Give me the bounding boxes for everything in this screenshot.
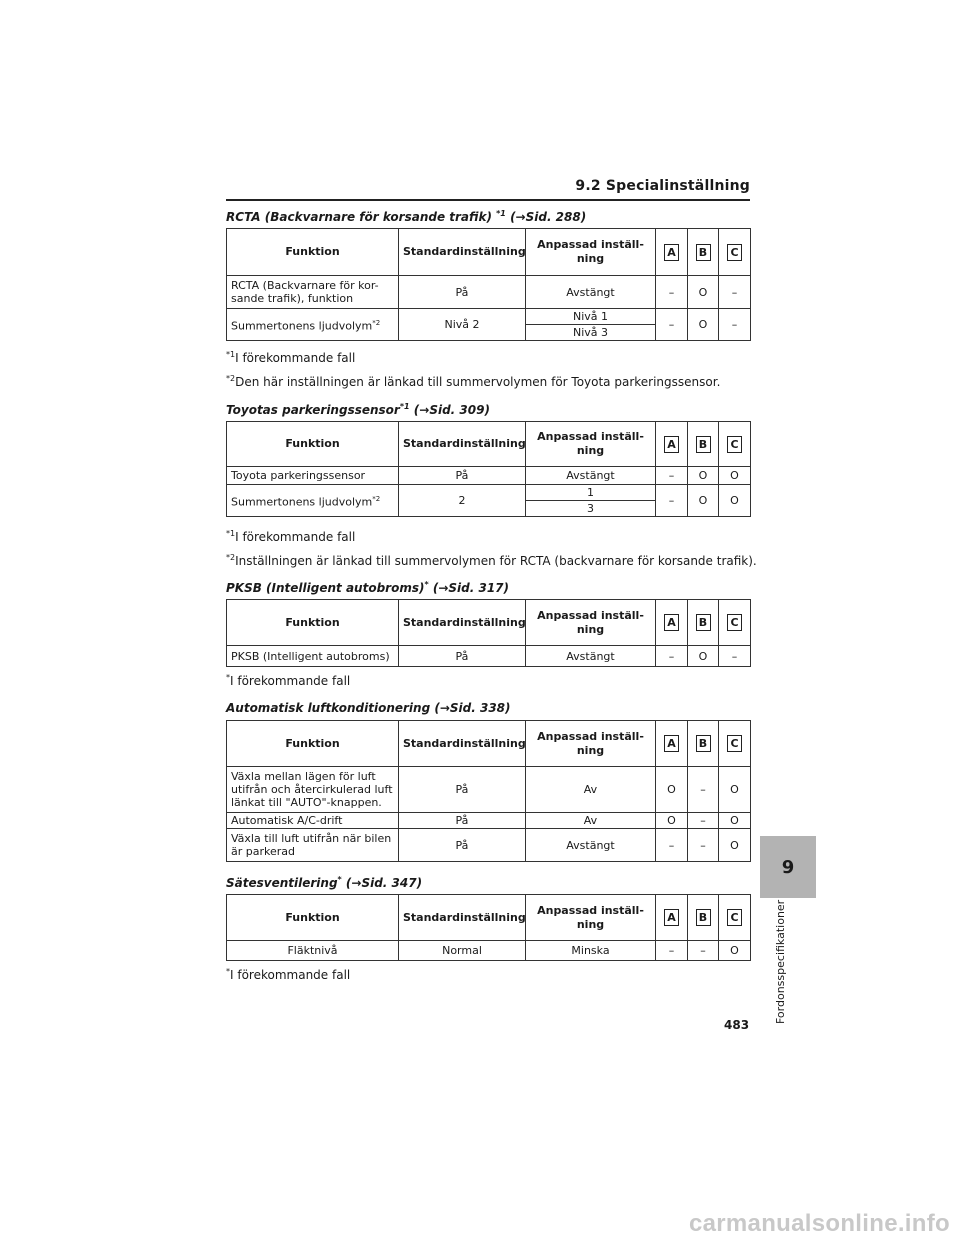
table-row (227, 467, 751, 485)
col-a (656, 600, 688, 646)
table-row (227, 485, 751, 501)
col-standard: Standardinställning (399, 721, 526, 767)
cell-custom: 1 (526, 485, 656, 501)
rcta-title-text: RCTA (Backvarnare för korsande trafik) (226, 210, 492, 224)
cell-custom: Nivå 3 (526, 325, 656, 341)
cell-b: – (688, 941, 719, 961)
col-a (656, 229, 688, 276)
cell-function (227, 485, 399, 517)
cell-custom: Avstängt (526, 646, 656, 667)
seat-table (226, 894, 751, 961)
page-number: 483 (724, 1018, 750, 1032)
c-icon: C (727, 614, 742, 631)
cell-b: O (688, 467, 719, 485)
cell-standard: På (399, 829, 526, 862)
note-sup: *2 (226, 374, 236, 383)
cell-function: Växla mellan lägen för luft utifrån och återcirkulerad luft länkat till "AUTO"-knappen. (227, 767, 399, 813)
cell-custom: Av (526, 813, 656, 829)
table-row (227, 813, 751, 829)
note-text: Den här inställningen är länkad till summervolymen för Toyota parkeringssensor. (235, 375, 721, 389)
col-c (719, 600, 751, 646)
header-divider (226, 199, 750, 201)
section-header: 9.2 Specialinställning (575, 178, 750, 194)
cell-custom: Nivå 1 (526, 309, 656, 325)
cell-standard: Normal (399, 941, 526, 961)
b-icon: B (696, 735, 711, 752)
a-icon: A (664, 735, 679, 752)
note-text: I förekommande fall (235, 351, 356, 365)
a-icon: A (664, 909, 679, 926)
cell-a: O (656, 813, 688, 829)
cell-a: – (656, 829, 688, 862)
note-text: I förekommande fall (230, 968, 351, 982)
parking-note-1 (226, 529, 355, 544)
cell-a: – (656, 276, 688, 309)
c-icon: C (727, 244, 742, 261)
col-a (656, 721, 688, 767)
c-icon: C (727, 735, 742, 752)
cell-a: – (656, 646, 688, 667)
table-row (227, 829, 751, 862)
col-anpassad: Anpassad inställ-ning (526, 895, 656, 941)
cell-function: Fläktnivå (227, 941, 399, 961)
b-icon: B (696, 614, 711, 631)
function-text: Summertonens ljudvolym (231, 495, 373, 509)
aircon-table (226, 720, 751, 862)
col-standard: Standardinställning (399, 600, 526, 646)
cell-standard: På (399, 813, 526, 829)
col-standard: Standardinställning (399, 422, 526, 467)
col-c (719, 422, 751, 467)
table-row (227, 309, 751, 325)
parking-page-ref[interactable]: (→Sid. 309) (413, 403, 490, 417)
aircon-title-text: Automatisk luftkonditionering (226, 701, 431, 715)
cell-custom: 3 (526, 501, 656, 517)
seat-section-title (226, 875, 422, 890)
note-text: I förekommande fall (235, 530, 356, 544)
table-header-row (227, 600, 751, 646)
cell-custom: Avstängt (526, 276, 656, 309)
seat-note (226, 967, 350, 982)
rcta-table (226, 228, 751, 341)
cell-b: O (688, 276, 719, 309)
col-anpassad: Anpassad inställ-ning (526, 721, 656, 767)
table-header-row (227, 229, 751, 276)
function-sup: *2 (372, 494, 381, 503)
table-row (227, 941, 751, 961)
cell-c: O (719, 485, 751, 517)
col-anpassad: Anpassad inställ-ning (526, 600, 656, 646)
rcta-section-title (226, 209, 586, 224)
cell-b: O (688, 646, 719, 667)
col-standard: Standardinställning (399, 229, 526, 276)
seat-title-text: Sätesventilering (226, 876, 338, 890)
cell-function: RCTA (Backvarnare för kor-sande trafik), funktion (227, 276, 399, 309)
b-icon: B (696, 909, 711, 926)
function-sup: *2 (372, 318, 381, 327)
cell-c: – (719, 276, 751, 309)
cell-c: O (719, 767, 751, 813)
col-c (719, 721, 751, 767)
pksb-note (226, 673, 350, 688)
pksb-section-title (226, 580, 509, 595)
col-funktion: Funktion (227, 895, 399, 941)
function-text: Summertonens ljudvolym (231, 319, 373, 333)
col-funktion: Funktion (227, 422, 399, 467)
cell-function: Växla till luft utifrån när bilen är parkerad (227, 829, 399, 862)
cell-a: – (656, 309, 688, 341)
col-b (688, 895, 719, 941)
cell-custom: Av (526, 767, 656, 813)
col-funktion: Funktion (227, 229, 399, 276)
cell-standard: 2 (399, 485, 526, 517)
cell-b: – (688, 767, 719, 813)
rcta-note-1 (226, 350, 355, 365)
note-sup: *1 (226, 529, 236, 538)
rcta-page-ref[interactable]: (→Sid. 288) (510, 210, 587, 224)
col-b (688, 721, 719, 767)
table-row (227, 646, 751, 667)
cell-standard: Nivå 2 (399, 309, 526, 341)
parking-title-sup: *1 (399, 402, 410, 411)
col-anpassad: Anpassad inställ-ning (526, 229, 656, 276)
pksb-title-sup: * (424, 580, 429, 589)
cell-b: – (688, 829, 719, 862)
cell-function: Automatisk A/C-drift (227, 813, 399, 829)
col-b (688, 422, 719, 467)
cell-function: PKSB (Intelligent autobroms) (227, 646, 399, 667)
a-icon: A (664, 244, 679, 261)
cell-c: O (719, 467, 751, 485)
table-header-row (227, 422, 751, 467)
col-b (688, 229, 719, 276)
b-icon: B (696, 436, 711, 453)
cell-standard: På (399, 767, 526, 813)
table-header-row (227, 895, 751, 941)
b-icon: B (696, 244, 711, 261)
col-c (719, 229, 751, 276)
aircon-page-ref[interactable]: (→Sid. 338) (434, 701, 511, 715)
col-a (656, 422, 688, 467)
cell-function: Toyota parkeringssensor (227, 467, 399, 485)
cell-custom: Avstängt (526, 467, 656, 485)
cell-standard: På (399, 467, 526, 485)
col-standard: Standardinställning (399, 895, 526, 941)
c-icon: C (727, 436, 742, 453)
note-sup: * (226, 673, 230, 682)
cell-b: – (688, 813, 719, 829)
table-header-row (227, 721, 751, 767)
col-funktion: Funktion (227, 600, 399, 646)
note-text: I förekommande fall (230, 674, 351, 688)
cell-a: O (656, 767, 688, 813)
chapter-label: Fordonsspecifikationer (774, 899, 787, 1024)
col-c (719, 895, 751, 941)
c-icon: C (727, 909, 742, 926)
cell-b: O (688, 309, 719, 341)
seat-title-sup: * (337, 875, 342, 884)
cell-c: O (719, 941, 751, 961)
pksb-table (226, 599, 751, 667)
cell-c: O (719, 829, 751, 862)
cell-c: – (719, 646, 751, 667)
chapter-tab[interactable]: 9 (760, 836, 816, 898)
cell-a: – (656, 941, 688, 961)
note-text: Inställningen är länkad till summervolymen för RCTA (backvarnare för korsande trafik). (235, 554, 757, 568)
cell-function (227, 309, 399, 341)
cell-b: O (688, 485, 719, 517)
table-row (227, 767, 751, 813)
cell-standard: På (399, 646, 526, 667)
col-a (656, 895, 688, 941)
rcta-title-sup: *1 (496, 209, 506, 218)
seat-page-ref[interactable]: (→Sid. 347) (345, 876, 423, 890)
pksb-title-text: PKSB (Intelligent autobroms) (226, 581, 425, 595)
cell-c: – (719, 309, 751, 341)
cell-a: – (656, 467, 688, 485)
rcta-note-2 (226, 374, 720, 389)
col-funktion: Funktion (227, 721, 399, 767)
aircon-section-title (226, 701, 511, 715)
cell-a: – (656, 485, 688, 517)
parking-note-2 (226, 553, 757, 568)
parking-table (226, 421, 751, 517)
note-sup: *2 (226, 553, 236, 562)
note-sup: *1 (226, 350, 236, 359)
parking-title-text: Toyotas parkeringssensor (226, 403, 400, 417)
a-icon: A (664, 436, 679, 453)
col-anpassad: Anpassad inställ-ning (526, 422, 656, 467)
note-sup: * (226, 967, 230, 976)
col-b (688, 600, 719, 646)
pksb-page-ref[interactable]: (→Sid. 317) (432, 581, 509, 595)
cell-custom: Minska (526, 941, 656, 961)
table-row (227, 276, 751, 309)
parking-section-title (226, 402, 490, 417)
a-icon: A (664, 614, 679, 631)
cell-c: O (719, 813, 751, 829)
cell-standard: På (399, 276, 526, 309)
cell-custom: Avstängt (526, 829, 656, 862)
watermark: carmanualsonline.info (688, 1210, 950, 1237)
